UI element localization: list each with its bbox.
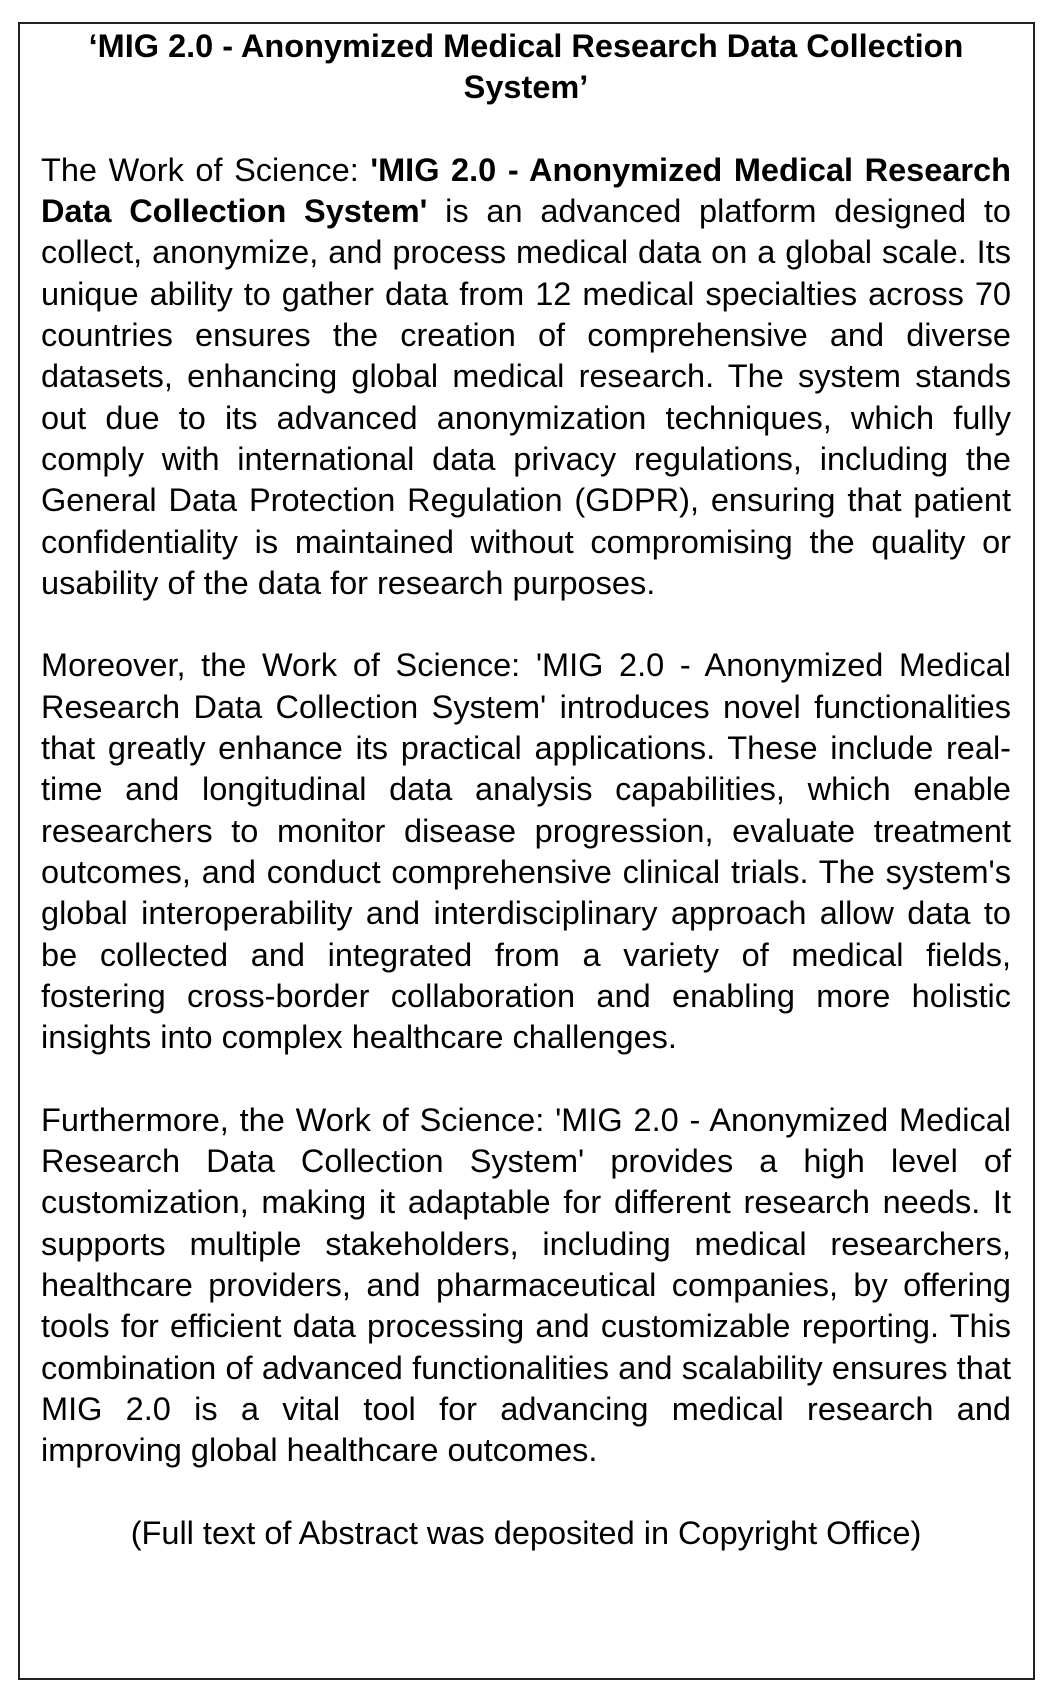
paragraph-1-lead: The Work of Science: [41, 151, 371, 188]
footer-note: (Full text of Abstract was deposited in Copyright Office) [130, 1514, 922, 1551]
paragraph-1 [41, 150, 1011, 604]
paragraph-2: Moreover, the Work of Science: 'MIG 2.0 - Anonymized Medical Research Data Collection System' introduces novel functionalities that greatly enhance its practical applications. These include real-time and longitudinal data analysis capabilities, which enable researchers to monitor disease progression, evaluate treatment outcomes, and conduct comprehensive clinical trials. The system's global interoperability and interdisciplinary approach allow data to be collected and integrated from a variety of medical fields, fostering cross-border collaboration and enabling more holistic insights into complex healthcare challenges. [41, 647, 1011, 1056]
paragraph-3: Furthermore, the Work of Science: 'MIG 2.0 - Anonymized Medical Research Data Collection System' provides a high level of customization, making it adaptable for different research needs. It supports multiple stakeholders, including medical researchers, healthcare providers, and pharmaceutical companies, by offering tools for efficient data processing and customizable reporting. This combination of advanced functionalities and scalability ensures that MIG 2.0 is a vital tool for advancing medical research and improving global healthcare outcomes. [41, 1101, 1011, 1469]
abstract-box [18, 22, 1035, 1680]
paragraph-1-bold-title: 'MIG 2.0 - Anonymized Medical Research Data Collection System' [41, 151, 1011, 230]
paragraph-1-rest: is an advanced platform designed to collect, anonymize, and process medical data on a global scale. Its unique ability to gather data from 12 medical specialties across 70 countries ensures the creation of comprehensive and diverse datasets, enhancing global medical research. The system stands out due to its advanced anonymization techniques, which fully comply with international data privacy regulations, including the General Data Protection Regulation (GDPR), ensuring that patient confidentiality is maintained without compromising the quality or usability of the data for research purposes. [41, 193, 1011, 601]
document-title: ‘MIG 2.0 - Anonymized Medical Research Data Collection System’ [88, 28, 964, 106]
